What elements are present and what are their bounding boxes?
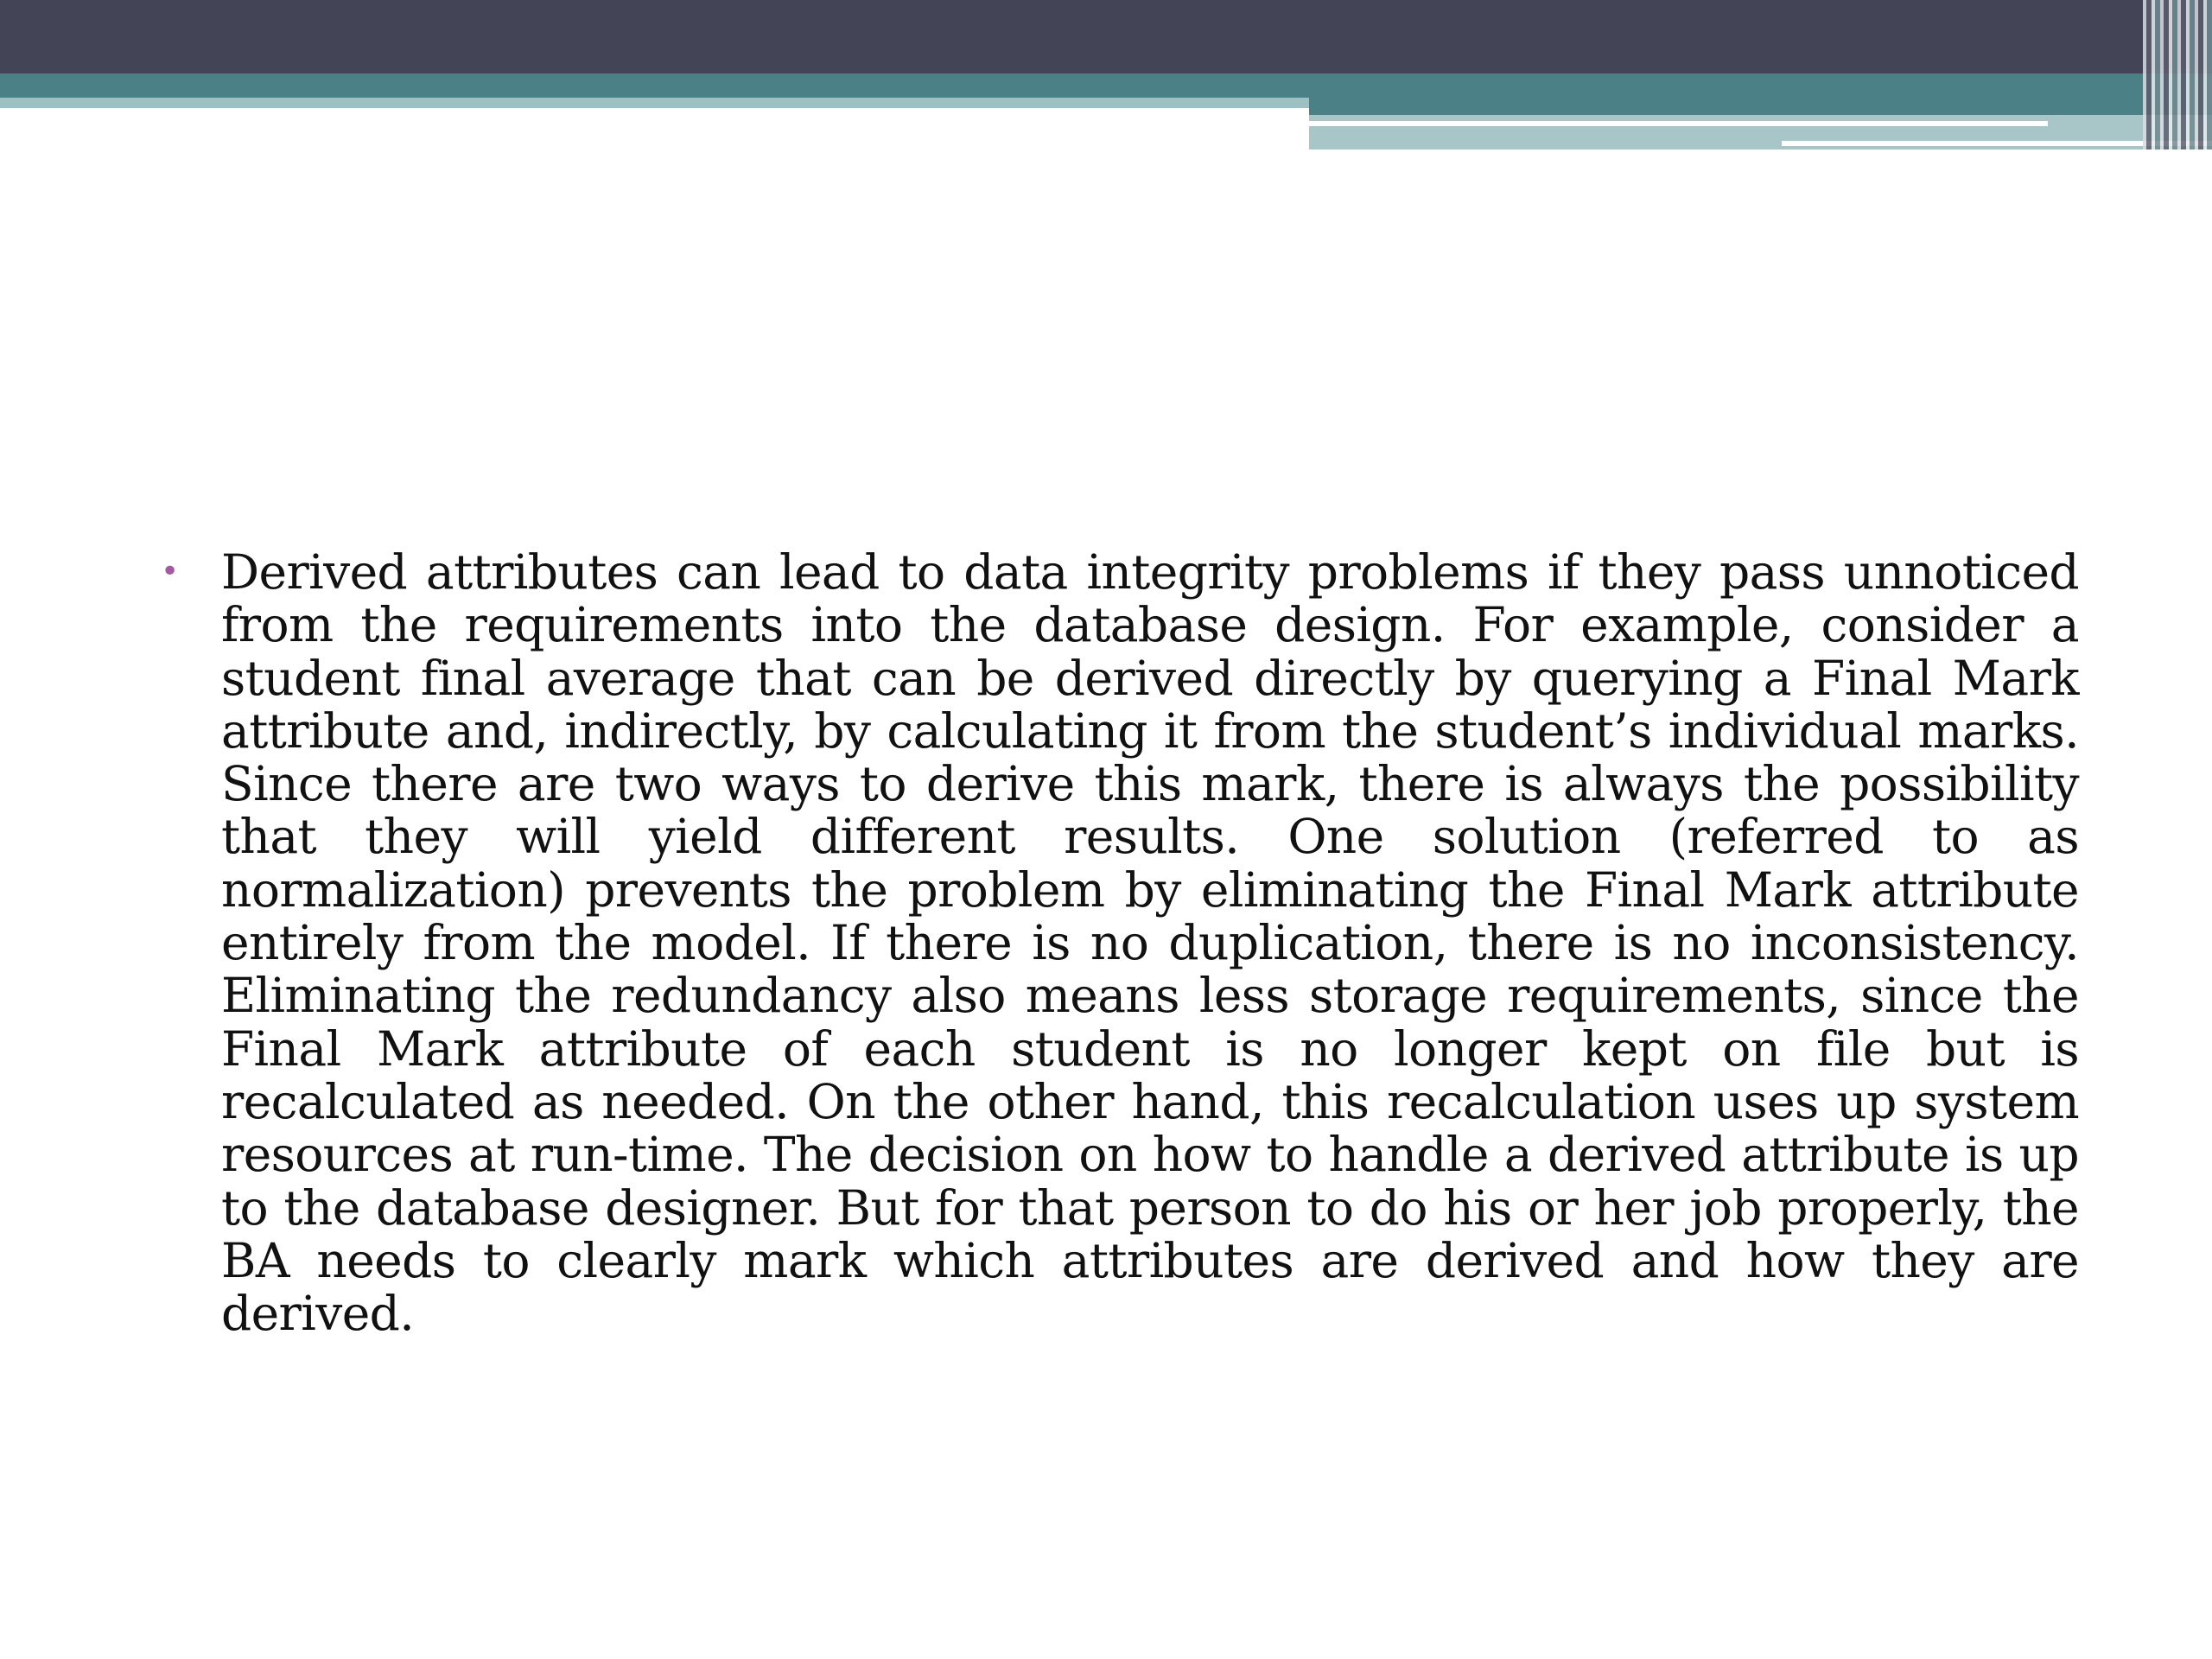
slide-body (157, 546, 2079, 1340)
bullet-marker: • (161, 554, 180, 589)
bullet-item (157, 546, 2079, 1340)
bullet-text: Derived attributes can lead to data integrity problems if they pass unnoticed from the requirements into the database design. For example, consider a student final average that can be derived directly by querying a Final Mark attribute and, indirectly, by calculating it from the student’s individual marks. Since there are two ways to derive this mark, there is always the possibility that they will yield different results. One solution (referred to as normalization) prevents the problem by eliminating the Final Mark attribute entirely from the model. If there is no duplication, there is no inconsistency. Eliminating the redundancy also means less storage requirements, since the Final Mark attribute of each student is no longer kept on file but is recalculated as needed. On the other hand, this recalculation uses up system resources at run-time. The decision on how to handle a derived attribute is up to the database designer. But for that person to do his or her job properly, the BA needs to clearly mark which attributes are derived and how they are derived. (221, 544, 2079, 1342)
header-band-teal (0, 73, 2212, 98)
header-band-light-left (0, 98, 1309, 108)
header-stripes-decoration (2143, 0, 2212, 149)
header-band-teal-right (1309, 98, 2212, 115)
header-band-dark (0, 0, 2212, 73)
header-accent-line (1309, 121, 2048, 126)
